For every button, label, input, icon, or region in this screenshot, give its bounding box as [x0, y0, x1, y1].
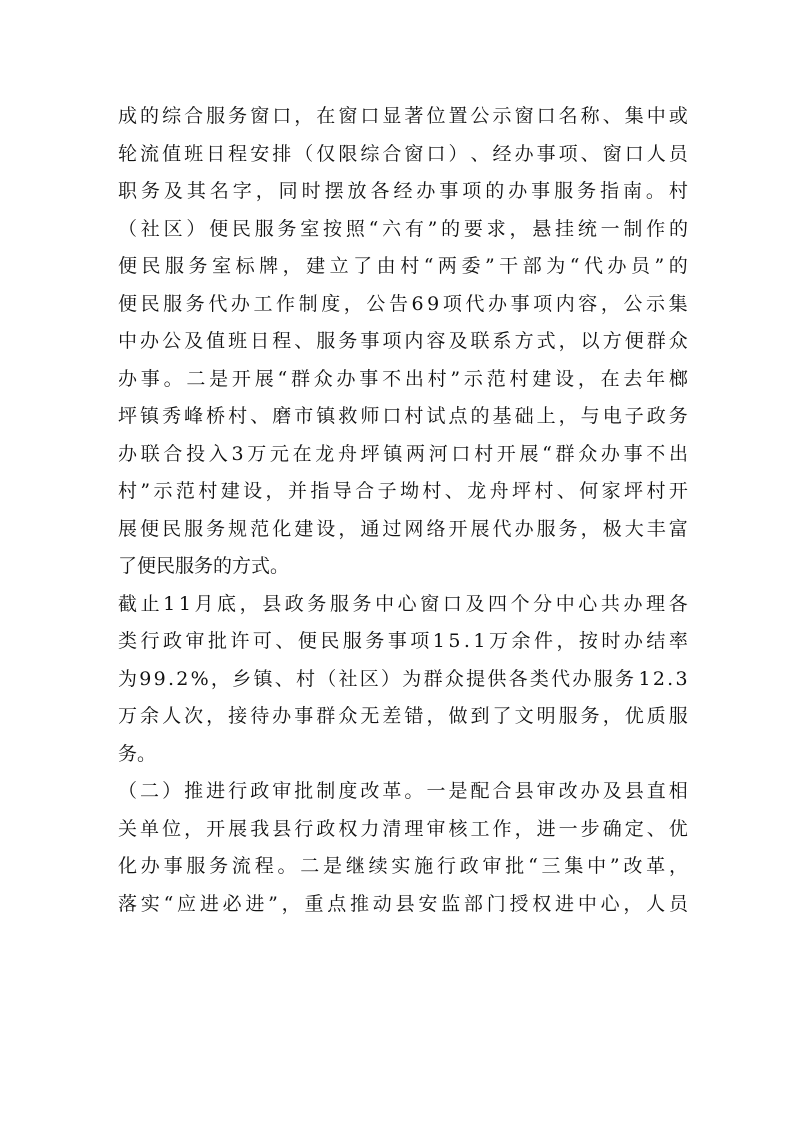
text-line: 落 实 “ 应 进 必 进 ” ， 重 点 推 动 县 安 监 部 门 授 权 进 中 心 ， 人 员	[118, 892, 688, 915]
text-line: 便 民 服 务 代 办 工 作 制 度 ， 公 告 6 9 项 代 办 事 项 内 容 ， 公 示 集	[118, 292, 688, 315]
text-line: 办 事 。 二 是 开 展 “ 群 众 办 事 不 出 村 ” 示 范 村 建 设 ， 在 去 年 榔	[118, 367, 688, 390]
text-line: 职 务 及 其 名 字 ， 同 时 摆 放 各 经 办 事 项 的 办 事 服 务 指 南 。 村	[118, 180, 688, 202]
text-line: 成 的 综 合 服 务 窗 口 ， 在 窗 口 显 著 位 置 公 示 窗 口 名 称 、 集 中 或	[118, 105, 688, 127]
text-line: 坪 镇 秀 峰 桥 村 、 磨 市 镇 救 师 口 村 试 点 的 基 础 上 ， 与 电 子 政 务	[118, 405, 688, 427]
text-line: 村 ” 示 范 村 建 设 ， 并 指 导 合 子 坳 村 、 龙 舟 坪 村 、 何 家 坪 村 开	[118, 480, 688, 502]
text-line: 关 单 位 ， 开 展 我 县 行 政 权 力 清 理 审 核 工 作 ， 进 一 步 确 定 、 优	[118, 817, 688, 840]
text-line: 办 联 合 投 入 3 万 元 在 龙 舟 坪 镇 两 河 口 村 开 展 “ 群 众 办 事 不 出	[118, 442, 688, 465]
text-line: 了便民服务的方式。	[118, 555, 290, 577]
text-line: （ 社 区 ） 便 民 服 务 室 按 照 “ 六 有 ” 的 要 求 ， 悬 挂 统 一 制 作 的	[118, 217, 688, 240]
text-line: 务。	[118, 742, 157, 765]
text-line: （ 二 ） 推 进 行 政 审 批 制 度 改 革 。 一 是 配 合 县 审 改 办 及 县 直 相	[118, 780, 688, 802]
text-line: 为 9 9 . 2 % ， 乡 镇 、 村 （ 社 区 ） 为 群 众 提 供 各 类 代 办 服 务 1 2 . 3	[118, 667, 688, 690]
text-line: 类 行 政 审 批 许 可 、 便 民 服 务 事 项 1 5 . 1 万 余 件 ， 按 时 办 结 率	[118, 630, 688, 652]
text-line: 中 办 公 及 值 班 日 程 、 服 务 事 项 内 容 及 联 系 方 式 ， 以 方 便 群 众	[118, 330, 688, 352]
text-line: 截 止 1 1 月 底 ， 县 政 务 服 务 中 心 窗 口 及 四 个 分 中 心 共 办 理 各	[118, 592, 688, 615]
text-line: 轮 流 值 班 日 程 安 排 （ 仅 限 综 合 窗 口 ） 、 经 办 事 项 、 窗 口 人 员	[118, 142, 688, 165]
document-body	[118, 98, 688, 923]
text-line: 便 民 服 务 室 标 牌 ， 建 立 了 由 村 “ 两 委 ” 干 部 为 “ 代 办 员 ” 的	[118, 255, 688, 277]
text-line: 万 余 人 次 ， 接 待 办 事 群 众 无 差 错 ， 做 到 了 文 明 服 务 ， 优 质 服	[118, 705, 688, 727]
text-line: 化 办 事 服 务 流 程 。 二 是 继 续 实 施 行 政 审 批 “ 三 集 中 ” 改 革 ，	[118, 855, 688, 877]
text-line: 展 便 民 服 务 规 范 化 建 设 ， 通 过 网 络 开 展 代 办 服 务 ， 极 大 丰 富	[118, 517, 688, 540]
